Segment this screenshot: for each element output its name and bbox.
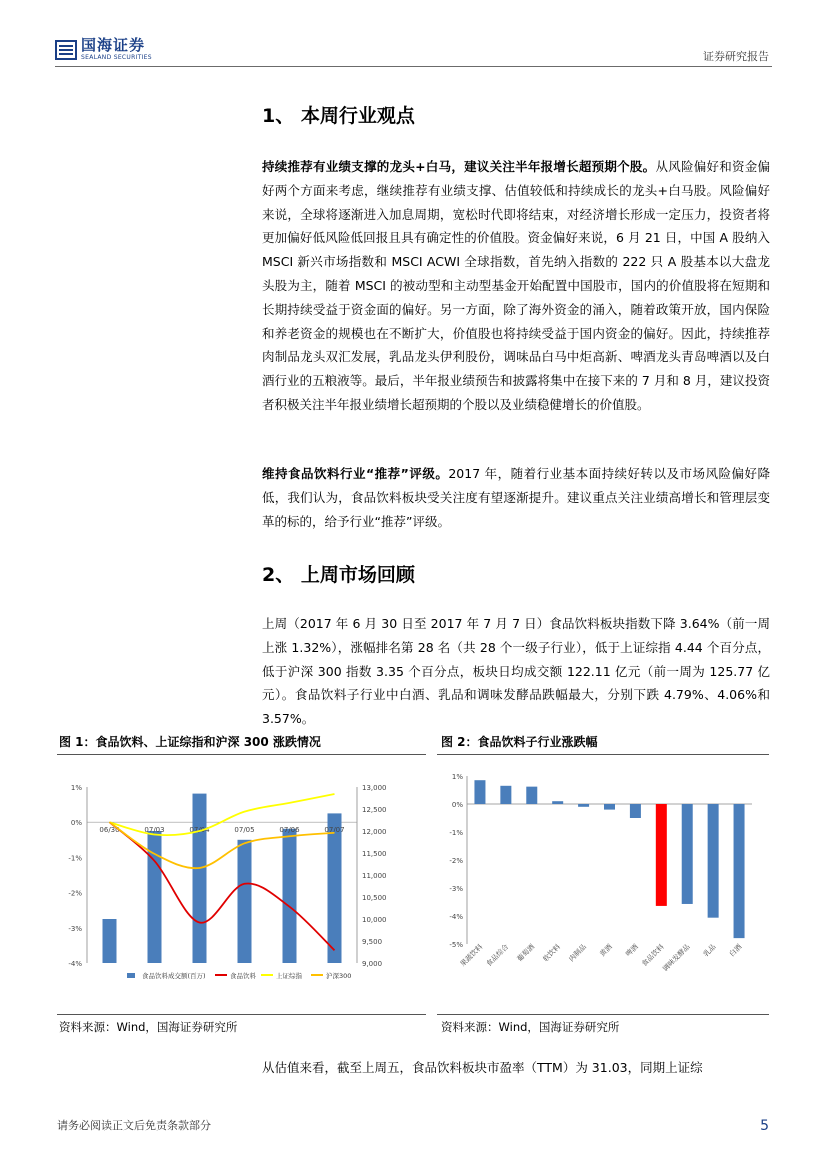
x-tick-label: 黄酒: [598, 942, 614, 959]
legend-label: 沪深300: [326, 972, 352, 980]
y-right-tick-label: 13,000: [362, 784, 387, 792]
y-right-tick-label: 9,000: [362, 960, 383, 968]
y-tick-label: -1%: [449, 829, 463, 837]
figure1-source: 资料来源：Wind，国海证券研究所: [59, 1020, 238, 1034]
turnover-bar: [193, 794, 207, 963]
logo-name-cn: 国海证券: [81, 36, 146, 54]
y-left-tick-label: -2%: [68, 889, 82, 898]
subsector-bar: [552, 801, 563, 804]
section1-paragraph2: [262, 462, 770, 533]
section1-heading: 1、 本周行业观点: [262, 105, 415, 127]
subsector-bar: [682, 804, 693, 904]
page-number: 5: [760, 1118, 769, 1134]
x-tick-label: 07/07: [324, 826, 345, 835]
report-type: 证券研究报告: [703, 50, 769, 63]
closing-text: 从估值来看，截至上周五，食品饮料板块市盈率（TTM）为 31.03，同期上证综: [262, 1060, 703, 1075]
y-right-tick-label: 9,500: [362, 938, 383, 946]
subsector-bar: [734, 804, 745, 938]
subsector-bar: [656, 804, 667, 906]
y-tick-label: -2%: [449, 857, 463, 865]
y-tick-label: 1%: [451, 773, 463, 781]
x-tick-label: 果蔬饮料: [458, 942, 485, 969]
section2-heading: 2、 上周市场回顾: [262, 564, 415, 586]
y-right-tick-label: 10,000: [362, 916, 387, 924]
subsector-bar: [578, 804, 589, 807]
y-right-tick-label: 11,000: [362, 872, 387, 880]
x-tick-label: 07/05: [234, 826, 255, 835]
x-tick-label: 07/04: [189, 826, 210, 835]
y-left-tick-label: -1%: [68, 854, 82, 863]
y-left-tick-label: 0%: [70, 819, 82, 828]
subsector-bar: [708, 804, 719, 918]
subsector-bar: [500, 786, 511, 804]
footer-disclaimer: 请务必阅读正文后免责条款部分: [57, 1119, 211, 1132]
section1-p2-lead: 维持食品饮料行业“推荐”评级。: [262, 466, 449, 481]
y-right-tick-label: 11,500: [362, 850, 387, 858]
x-tick-label: 07/06: [279, 826, 300, 835]
y-left-tick-label: -3%: [68, 924, 82, 933]
x-tick-label: 肉制品: [567, 942, 589, 964]
section1-p1-lead: 持续推荐有业绩支撑的龙头+白马，建议关注半年报增长超预期个股。: [262, 159, 656, 174]
x-tick-label: 乳品: [701, 942, 718, 959]
x-tick-label: 啤酒: [624, 942, 640, 959]
figure2-title: 图 2：食品饮料子行业涨跌幅: [441, 735, 598, 749]
x-tick-label: 葡萄酒: [515, 942, 537, 964]
subsector-bar: [526, 787, 537, 804]
figure2-chart: [437, 770, 769, 995]
y-right-tick-label: 10,500: [362, 894, 387, 902]
company-logo: [55, 38, 152, 61]
turnover-bar: [238, 840, 252, 963]
x-tick-label: 食品综合: [484, 942, 511, 969]
legend-label: 上证综指: [276, 972, 302, 980]
y-tick-label: -3%: [449, 885, 463, 893]
figure1-title: 图 1：食品饮料、上证综指和沪深 300 涨跌情况: [59, 735, 321, 749]
figure2-bottom-rule: [437, 1014, 769, 1015]
figure2-top-rule: [437, 754, 769, 755]
x-tick-label: 06/30: [99, 826, 120, 835]
section2-paragraph1: 上周（2017 年 6 月 30 日至 2017 年 7 月 7 日）食品饮料板块指数下降 3.64%（前一周上涨 1.32%），涨幅排名第 28 名（共 28 个一级子行业），低于上证综指 4.44 个百分点，低于沪深 300 指数 3.35 个百分点，板块日均成交额 122.11 亿元（前一周为 125.77 亿元）。食品饮料子行业中白酒、乳品和调味发酵品跌幅最大，分别下跌 4.79%、4.06%和 3.57%。: [262, 616, 770, 727]
legend-label: 食品饮料: [230, 972, 256, 980]
csi300-line: [110, 822, 335, 868]
turnover-bar: [103, 919, 117, 963]
figure2-source: 资料来源：Wind，国海证券研究所: [441, 1020, 620, 1034]
legend-label: 食品饮料成交额(百万): [142, 972, 206, 980]
y-right-tick-label: 12,000: [362, 828, 387, 836]
subsector-bar: [474, 780, 485, 804]
legend-swatch: [127, 973, 135, 978]
header-divider: [55, 66, 772, 67]
section1-paragraph1: [262, 155, 770, 417]
x-tick-label: 调味发酵品: [661, 942, 692, 974]
subsector-bar: [604, 804, 615, 810]
turnover-bar: [283, 829, 297, 963]
x-tick-label: 白酒: [727, 942, 744, 959]
logo-mark-icon: [55, 39, 77, 61]
food-beverage-line: [110, 822, 335, 950]
y-left-tick-label: -4%: [68, 960, 82, 968]
turnover-bar: [328, 813, 342, 963]
y-tick-label: 0%: [451, 801, 463, 809]
logo-name-en: SEALAND SECURITIES: [81, 54, 152, 61]
x-tick-label: 软饮料: [541, 942, 563, 964]
y-right-tick-label: 12,500: [362, 806, 387, 814]
y-tick-label: -5%: [449, 941, 463, 949]
shanghai-composite-line: [110, 794, 335, 835]
x-tick-label: 07/03: [144, 826, 165, 835]
section1-p2-body: 2017 年，随着行业基本面持续好转以及市场风险偏好降低，我们认为，食品饮料板块受关注度有望逐渐提升。建议重点关注业绩高增长和管理层变革的标的，给予行业“推荐”评级。: [262, 466, 770, 529]
x-tick-label: 食品饮料: [640, 942, 666, 969]
subsector-bar: [630, 804, 641, 818]
y-tick-label: -4%: [449, 913, 463, 921]
figure1-top-rule: [57, 754, 426, 755]
y-left-tick-label: 1%: [70, 784, 82, 792]
figure1-bottom-rule: [57, 1014, 426, 1015]
section1-p1-body: 从风险偏好和资金偏好两个方面来考虑，继续推荐有业绩支撑、估值较低和持续成长的龙头+白马股。风险偏好来说，全球将逐渐进入加息周期，宽松时代即将结束，对经济增长形成一定压力，投资者将更加偏好低风险低回报且具有确定性的价值股。资金偏好来说，6 月 21 日，中国 A 股纳入 MSCI 新兴市场指数和 MSCI ACWI 全球指数，首先纳入指数的 222 只 A 股基本以大盘龙头股为主，随着 MSCI 的被动型和主动型基金开始配置中国股市，国内的价值股将在短期和长期持续受益于资金面的偏好。另一方面，除了海外资金的涌入，随着政策开放，国内保险和养老资金的规模也在不断扩大，价值股也将持续受益于国内资金的偏好。因此，持续推荐肉制品龙头双汇发展，乳品龙头伊利股份，调味品白马中炬高新、啤酒龙头青岛啤酒以及白酒行业的五粮液等。最后，半年报业绩预告和披露将集中在接下来的 7 月和 8 月，建议投资者积极关注半年报业绩增长超预期的个股以及业绩稳健增长的价值股。: [262, 159, 770, 412]
figure1-chart: [57, 770, 427, 995]
